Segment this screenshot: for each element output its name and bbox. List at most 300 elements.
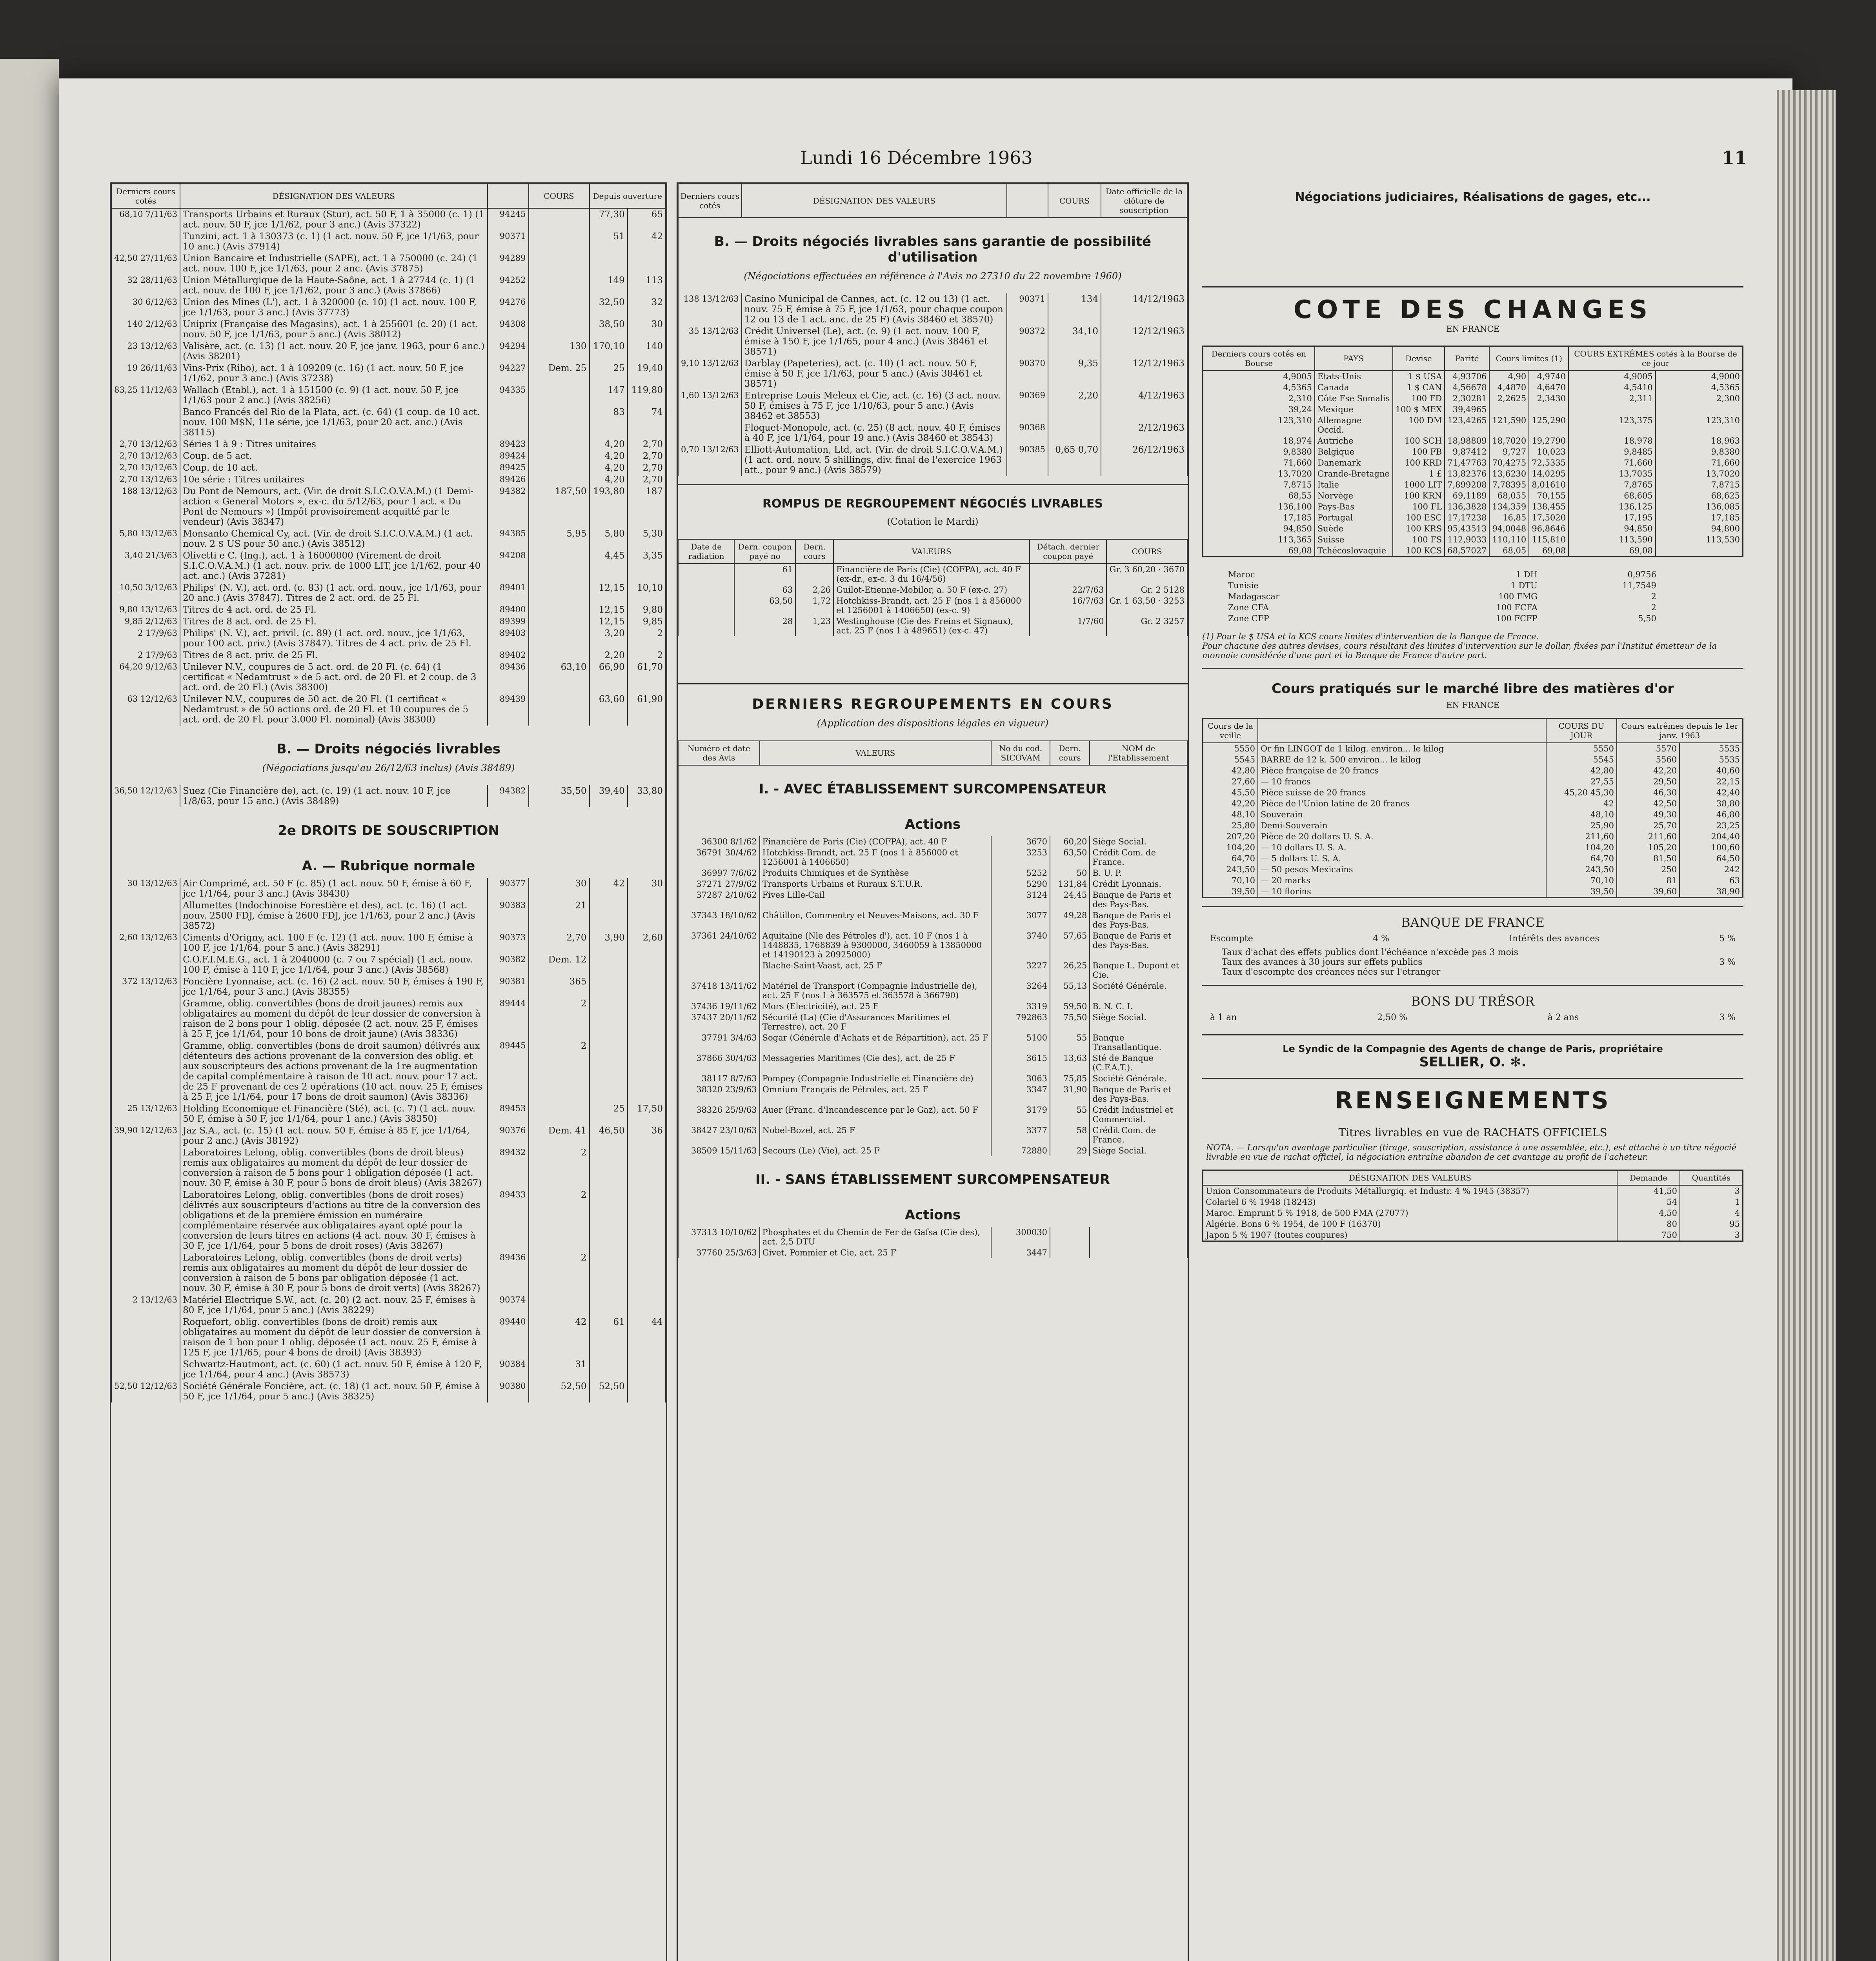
changes-lim2: 72,5335 (1529, 457, 1568, 468)
table-row (1203, 820, 1743, 831)
regroup-valeur: Givet, Pommier et Cie, act. 25 F (760, 1247, 991, 1258)
changes-parite: 4,56678 (1445, 382, 1489, 393)
row-date: 30 13/12/63 (111, 878, 180, 900)
row-cours: 2 (529, 998, 590, 1040)
regroup-avis: 37287 2/10/62 (678, 890, 760, 910)
row-ref: 94245 (488, 208, 529, 231)
row-designation: Coup. de 10 act. (180, 462, 487, 474)
table-row (1203, 787, 1743, 798)
table-row (1203, 523, 1743, 534)
changes-der: 13,7020 (1203, 468, 1315, 479)
or-label: — 10 dollars U. S. A. (1258, 842, 1546, 853)
or-jour: 45,20 45,30 (1546, 787, 1617, 798)
or-label: Souverain (1258, 809, 1546, 820)
row-designation: Gramme, oblig. convertibles (bons de droit saumon) délivrés aux détenteurs des actions provenant de la conversion des oblig. et aux souscripteurs des actions provenant de la 1re augmentation de capital complémentaire à raison de 10 act. nouv. pour 17 act. de 25 F provenant de ces 2 opérations (10 act. nouv. 25 F, émises à 25 F, jce 1/1/64, pour 17 bons de droit saumon) (Avis 38336) (180, 1040, 487, 1103)
row-ref: 89402 (488, 649, 529, 661)
row-ref: 90380 (488, 1381, 529, 1403)
list-item (1226, 613, 1659, 624)
row-date: 83,25 11/12/63 (111, 384, 180, 406)
row-ref: 90382 (488, 954, 529, 976)
col2-h-designation: DÉSIGNATION DES VALEURS (742, 184, 1007, 218)
regroup-code: 3077 (991, 910, 1050, 930)
section-b-sub: (Négociations jusqu'au 26/12/63 inclus) (Avis 38489) (111, 761, 666, 785)
row-plus-haut (590, 976, 628, 998)
row-cours (529, 616, 590, 628)
col2-h-ref (1007, 184, 1048, 218)
row-designation: Allumettes (Indochinoise Forestière et des), act. (c. 16) (1 act. nouv. 2500 FDJ, émise à 2600 FDJ, jce 1/1/63, pour 2 anc.) (Avis 38572) (180, 900, 487, 932)
row-date: 3,40 21/3/63 (111, 550, 180, 582)
row-designation: Valisère, act. (c. 13) (1 act. nouv. 20 F, jce janv. 1963, pour 6 anc.) (Avis 38201) (180, 340, 487, 362)
or-pb: 38,90 (1679, 886, 1743, 898)
table-row (678, 616, 1187, 636)
table-row (1203, 479, 1743, 490)
rompus-coupon: 61 (734, 564, 795, 584)
col1-h-depuis: Depuis ouverture (590, 184, 666, 208)
rompus-header: Date de radiation (678, 539, 734, 564)
row-plus-haut: 12,15 (590, 616, 628, 628)
changes-pays: Tchécoslovaquie (1315, 545, 1393, 557)
or-ph: 46,30 (1617, 787, 1679, 798)
table-row (1203, 446, 1743, 457)
changes-lim2: 10,023 (1529, 446, 1568, 457)
row-cours (529, 649, 590, 661)
changes-header: Derniers cours cotés en Bourse (1203, 346, 1315, 371)
row-plus-haut: 39,40 (590, 785, 628, 807)
table-row (111, 604, 666, 616)
row-plus-bas: 61,90 (628, 693, 666, 726)
regroup-code: 3063 (991, 1073, 1050, 1084)
row-designation: Floquet-Monopole, act. (c. 25) (8 act. nouv. 40 F, émises à 40 F, jce 1/1/64, pour 19 anc.) (Avis 38460 et 38543) (742, 422, 1007, 444)
rompus-cours: Gr. 3 60,20 · 3670 (1106, 564, 1187, 584)
changes-devise: 100 FB (1393, 446, 1445, 457)
regroup-code: 5252 (991, 868, 1050, 879)
regroup-cours: 24,45 (1050, 890, 1090, 910)
or-sub: EN FRANCE (1446, 700, 1499, 710)
row-designation: C.O.F.I.M.E.G., act. 1 à 2040000 (c. 7 ou 7 spécial) (1 act. nouv. 100 F, émise à 110 F, jce 1/1/64, pour 3 anc.) (Avis 38568) (180, 954, 487, 976)
regroup-valeur: Fives Lille-Cail (760, 890, 991, 910)
table-row (111, 785, 666, 807)
table-row (111, 406, 666, 438)
or-label: — 10 francs (1258, 776, 1546, 787)
regroup-header: Dern. cours (1050, 741, 1090, 765)
changes-devise: 1 $ USA (1393, 371, 1445, 382)
changes-lim1: 94,0048 (1489, 523, 1529, 534)
regroup-nom: Société Générale. (1090, 1073, 1187, 1084)
or-pb: 64,50 (1679, 853, 1743, 864)
table-row (111, 486, 666, 528)
row-date: 2 17/9/63 (111, 649, 180, 661)
regroup-cours: 13,63 (1050, 1053, 1090, 1073)
regroup-avis: 37343 18/10/62 (678, 910, 760, 930)
row-date (111, 1252, 180, 1294)
or-ph: 5560 (1617, 754, 1679, 765)
row-plus-haut (590, 253, 628, 275)
table-row (111, 628, 666, 649)
changes-der: 9,8380 (1203, 446, 1315, 457)
rens-avis: (38357) (1496, 1186, 1530, 1196)
row-designation: Jaz S.A., act. (c. 15) (1 act. nouv. 50 F, émise à 85 F, jce 1/1/64, pour 2 anc.) (Avis 38192) (180, 1125, 487, 1147)
or-veille: 5545 (1203, 754, 1258, 765)
row-cours: 9,35 (1048, 358, 1101, 390)
or-ph: 49,30 (1617, 809, 1679, 820)
row-plus-bas (628, 253, 666, 275)
row-plus-bas (628, 900, 666, 932)
or-pb: 204,40 (1679, 831, 1743, 842)
row-cours (529, 253, 590, 275)
rens-sub: Titres livrables en vue de RACHATS OFFICIELS (1338, 1126, 1607, 1139)
changes-pays: Suède (1315, 523, 1393, 534)
row-date: 2,70 13/12/63 (111, 462, 180, 474)
row-designation: Casino Municipal de Cannes, act. (c. 12 ou 13) (1 act. nouv. 75 F, émise à 75 F, jce 1/1/63, pour chaque coupon 12 ou 13 de 1 act. anc. de 25 F) (Avis 38460 et 38570) (742, 293, 1007, 326)
regroup-cours: 49,28 (1050, 910, 1090, 930)
rens-designation (1203, 1208, 1618, 1219)
changes-pays: Allemagne Occid. (1315, 415, 1393, 435)
changes-devise: 100 FS (1393, 534, 1445, 545)
col1-h-ref (488, 184, 529, 208)
changes-e2: 4,5365 (1656, 382, 1743, 393)
changes-der: 18,974 (1203, 435, 1315, 446)
changes-e2: 68,625 (1656, 490, 1743, 501)
regroup-valeur: Messageries Maritimes (Cie des), act. de 25 F (760, 1053, 991, 1073)
rens-h-demande: Demande (1617, 1170, 1680, 1186)
row-plus-haut (590, 1040, 628, 1103)
changes-lim1: 7,78395 (1489, 479, 1529, 490)
row-cours (529, 693, 590, 726)
changes-lim2: 19,2790 (1529, 435, 1568, 446)
changes-e2: 113,530 (1656, 534, 1743, 545)
rompus-cours_d (795, 564, 833, 584)
row-date: 2,70 13/12/63 (111, 450, 180, 462)
row-plus-haut: 77,30 (590, 208, 628, 231)
table-row (111, 1103, 666, 1125)
regroup-nom: Crédit Com. de France. (1090, 1125, 1187, 1145)
regroup-nom: Crédit Industriel et Commercial. (1090, 1104, 1187, 1125)
rompus-detach: 22/7/63 (1030, 584, 1106, 595)
row-cours (529, 604, 590, 616)
table-row (111, 438, 666, 450)
or-jour: 64,70 (1546, 853, 1617, 864)
table-row (111, 976, 666, 998)
row-ref: 89400 (488, 604, 529, 616)
row-date (678, 422, 742, 444)
row-designation: Union Métallurgique de la Haute-Saône, act. 1 à 27744 (c. 1) (1 act. nouv. de 100 F, jce 1/1/62, pour 3 anc.) (Avis 37866) (180, 275, 487, 297)
row-cours (529, 275, 590, 297)
rompus-coupon: 63 (734, 584, 795, 595)
row-plus-bas: 140 (628, 340, 666, 362)
row-ref: 90373 (488, 932, 529, 954)
or-veille: 243,50 (1203, 864, 1258, 875)
row-plus-haut (590, 1147, 628, 1189)
row-close-date: 12/12/1963 (1101, 358, 1187, 390)
row-ref: 89423 (488, 438, 529, 450)
regroup-header: NOM de l'Etablissement (1090, 741, 1187, 765)
row-cours: Dem. 12 (529, 954, 590, 976)
row-plus-bas: 2,60 (628, 932, 666, 954)
row-cours (1048, 422, 1101, 444)
changes-devise: 1 £ (1393, 468, 1445, 479)
rompus-coupon: 28 (734, 616, 795, 636)
changes-lim1: 2,2625 (1489, 393, 1529, 404)
row-plus-bas: 2,70 (628, 450, 666, 462)
page-date: Lundi 16 Décembre 1963 (800, 147, 1033, 168)
row-date (111, 1189, 180, 1252)
changes-e1: 94,850 (1568, 523, 1656, 534)
regroup-valeur: Sécurité (La) (Cie d'Assurances Maritimes et Terrestre), act. 20 F (760, 1012, 991, 1032)
table-row (678, 868, 1187, 879)
row-plus-haut: 25 (590, 1103, 628, 1125)
row-ref: 89444 (488, 998, 529, 1040)
table-row (1203, 853, 1743, 864)
changes-pays: Suisse (1315, 534, 1393, 545)
regroup-code: 300030 (991, 1227, 1050, 1247)
or-pb: 5535 (1679, 743, 1743, 754)
regroup-nom: Siège Social. (1090, 836, 1187, 847)
taux-1: Taux d'achat des effets publics dont l'échéance n'excède pas 3 mois (1222, 948, 1519, 957)
changes-e2: 71,660 (1656, 457, 1743, 468)
row-ref: 90376 (488, 1125, 529, 1147)
changes-e1: 17,195 (1568, 512, 1656, 523)
regroup-cours: 57,65 (1050, 930, 1090, 960)
rompus-valeur: Financière de Paris (Cie) (COFPA), act. 40 F (ex-dr., ex-c. 3 du 16/4/56) (833, 564, 1030, 584)
changes-pays: Mexique (1315, 404, 1393, 415)
changes-der: 17,185 (1203, 512, 1315, 523)
regroup-cours: 31,90 (1050, 1084, 1090, 1104)
row-plus-bas: 74 (628, 406, 666, 438)
row-plus-bas: 2,70 (628, 474, 666, 486)
row-designation: Monsanto Chemical Cy, act. (Vir. de droit S.I.C.O.V.A.M.) (1 act. nouv. 2 $ US pour 50 anc.) (Avis 38512) (180, 528, 487, 550)
table-row (678, 326, 1187, 358)
changes-e2: 13,7020 (1656, 468, 1743, 479)
row-cours: 2 (529, 1040, 590, 1103)
regroup-nom: Banque de Paris et des Pays-Bas. (1090, 890, 1187, 910)
changes-e1: 71,660 (1568, 457, 1656, 468)
changes-devise: 100 $ MEX (1393, 404, 1445, 415)
table-row (111, 1189, 666, 1252)
table-row (111, 384, 666, 406)
regroup-cours: 55,13 (1050, 980, 1090, 1001)
regroup-nom: Siège Social. (1090, 1012, 1187, 1032)
table-row (111, 253, 666, 275)
row-ref: 90374 (488, 1294, 529, 1316)
row-ref: 89425 (488, 462, 529, 474)
row-plus-bas: 61,70 (628, 661, 666, 693)
row-cours (529, 208, 590, 231)
regroup-code: 3347 (991, 1084, 1050, 1104)
rens-title: RENSEIGNEMENTS (1335, 1087, 1611, 1114)
row-date: 52,50 12/12/63 (111, 1381, 180, 1403)
changes-lim2: 115,810 (1529, 534, 1568, 545)
or-ph: 5570 (1617, 743, 1679, 754)
regroup-cours: 55 (1050, 1104, 1090, 1125)
table-row (678, 1001, 1187, 1012)
row-designation: Air Comprimé, act. 50 F (c. 85) (1 act. nouv. 50 F, émise à 60 F, jce 1/1/64, pour 3 anc.) (Avis 38430) (180, 878, 487, 900)
changes-parite: 13,82376 (1445, 468, 1489, 479)
regroup-nom: Crédit Com. de France. (1090, 847, 1187, 868)
row-plus-bas (628, 1040, 666, 1103)
regroup-avis: 37418 13/11/62 (678, 980, 760, 1001)
row-designation: Unilever N.V., coupures de 50 act. de 20 Fl. (1 certificat « Nedamtrust » de 50 actions ord. de 20 Fl. et 10 coupures de 5 act. ord. de 20 Fl. pour 3.000 Fl. nominal) (Avis 38300) (180, 693, 487, 726)
avances-value: 5 % (1719, 934, 1736, 944)
changes-e1 (1568, 404, 1656, 415)
table-row (1203, 404, 1743, 415)
regroup-nom: Banque de Paris et des Pays-Bas. (1090, 1084, 1187, 1104)
row-designation: Uniprix (Française des Magasins), act. 1 à 255601 (c. 20) (1 act. nouv. 50 F, jce 1/1/63, pour 5 anc.) (Avis 38012) (180, 318, 487, 340)
row-designation: Olivetti e C. (Ing.), act. 1 à 16000000 (Virement de droit S.I.C.O.V.A.M.) (1 act. nouv. priv. de 1000 LIT, jce 1/1/62, pour 40 act. anc.) (Avis 37281) (180, 550, 487, 582)
regroup-code: 3179 (991, 1104, 1050, 1125)
row-plus-bas (628, 1359, 666, 1381)
changes-der: 69,08 (1203, 545, 1315, 557)
col2-h-date: Date officielle de la clôture de souscription (1101, 184, 1187, 218)
or-veille: 48,10 (1203, 809, 1258, 820)
changes-devise: 100 DM (1393, 415, 1445, 435)
row-plus-haut (590, 1189, 628, 1252)
row-designation: Holding Economique et Financière (Sté), act. (c. 7) (1 act. nouv. 50 F, émise à 50 F, jce 1/1/64, pour 1 anc.) (Avis 38350) (180, 1103, 487, 1125)
regroup-cours: 29 (1050, 1145, 1090, 1156)
or-pb: 40,60 (1679, 765, 1743, 776)
regroup-valeur: Produits Chimiques et de Synthèse (760, 868, 991, 879)
row-designation: Tunzini, act. 1 à 130373 (c. 1) (1 act. nouv. 50 F, jce 1/1/63, pour 10 anc.) (Avis 37914) (180, 231, 487, 253)
row-date: 140 2/12/63 (111, 318, 180, 340)
regroup-nom: Sté de Banque (C.F.A.T.). (1090, 1053, 1187, 1073)
row-plus-haut: 3,90 (590, 932, 628, 954)
other-pays: Tunisie (1228, 581, 1259, 590)
or-pb: 5535 (1679, 754, 1743, 765)
row-cours: 21 (529, 900, 590, 932)
or-jour: 42,80 (1546, 765, 1617, 776)
changes-der: 68,55 (1203, 490, 1315, 501)
col2-section-b-sub: (Négociations effectuées en référence à l'Avis no 27310 du 22 novembre 1960) (678, 269, 1187, 293)
regroup-code: 792863 (991, 1012, 1050, 1032)
changes-lim2: 125,290 (1529, 415, 1568, 435)
rens-table (1202, 1170, 1743, 1242)
row-designation: Gramme, oblig. convertibles (bons de droit jaunes) remis aux obligataires au moment du dépôt de leur dossier de conversion à raison de 2 bons pour 1 oblig. déposée (2 act. nouv. 25 F, émises à 25 F, jce 1/1/64, pour 10 bons de droit jaune) (Avis 38336) (180, 998, 487, 1040)
changes-lim1: 13,6230 (1489, 468, 1529, 479)
row-plus-bas: 2 (628, 628, 666, 649)
row-designation: Séries 1 à 9 : Titres unitaires (180, 438, 487, 450)
changes-der: 4,9005 (1203, 371, 1315, 382)
or-jour: 25,90 (1546, 820, 1617, 831)
regroup-valeur: Aquitaine (Nle des Pétroles d'), act. 10 F (nos 1 à 1448835, 1768839 à 9300000, 3460059 à 13850000 et 14190123 à 20925000) (760, 930, 991, 960)
row-cours (529, 474, 590, 486)
regroup-nom: Banque Transatlantique. (1090, 1032, 1187, 1053)
changes-e1: 4,5410 (1568, 382, 1656, 393)
table-row (678, 564, 1187, 584)
changes-lim2: 17,5020 (1529, 512, 1568, 523)
changes-e1: 4,9005 (1568, 371, 1656, 382)
col2-section-b-title: B. — Droits négociés livrables sans garantie de possibilité d'utilisation (678, 218, 1187, 269)
other-pays: Maroc (1228, 570, 1255, 579)
row-plus-haut: 4,45 (590, 550, 628, 582)
table-row (1203, 501, 1743, 512)
changes-parite: 95,43513 (1445, 523, 1489, 534)
or-ph: 211,60 (1617, 831, 1679, 842)
table-row (1203, 754, 1743, 765)
row-date (111, 1359, 180, 1381)
other-pays: Zone CFP (1228, 614, 1269, 623)
row-ref: 89436 (488, 661, 529, 693)
rens-demande: 4,50 (1617, 1208, 1680, 1219)
other-val: 2 (1651, 592, 1656, 601)
table-row (678, 1227, 1187, 1247)
tresor-1an-label: à 1 an (1210, 1013, 1237, 1022)
row-designation: Union des Mines (L'), act. 1 à 320000 (c. 10) (1 act. nouv. 100 F, jce 1/1/63, pour 3 anc.) (Avis 37773) (180, 297, 487, 318)
row-cours: 30 (529, 878, 590, 900)
table-row (111, 661, 666, 693)
regroup-avis: 37760 25/3/63 (678, 1247, 760, 1258)
or-label: Pièce française de 20 francs (1258, 765, 1546, 776)
regroup-valeur: Financière de Paris (Cie) (COFPA), act. 40 F (760, 836, 991, 847)
row-designation: Du Pont de Nemours, act. (Vir. de droit S.I.C.O.V.A.M.) (1 Demi-action « General Motors », ex-c. du 5/12/63, pour 1 act. « Du Pont de Nemours ») (Impôt provisoirement acquitté par le vendeur) (Avis 38347) (180, 486, 487, 528)
row-designation: Coup. de 5 act. (180, 450, 487, 462)
table-row (111, 450, 666, 462)
row-designation: Société Générale Foncière, act. (c. 18) (1 act. nouv. 50 F, émise à 50 F, jce 1/1/64, pour 5 anc.) (Avis 38325) (180, 1381, 487, 1403)
table-row (111, 474, 666, 486)
regroup-nom: Banque L. Dupont et Cie. (1090, 960, 1187, 980)
table-row (1203, 831, 1743, 842)
or-veille: 25,80 (1203, 820, 1258, 831)
negociations-title: Négociations judiciaires, Réalisations de gages, etc... (1295, 190, 1651, 204)
row-ref: 89445 (488, 1040, 529, 1103)
row-ref: 89433 (488, 1189, 529, 1252)
changes-parite: 7,899208 (1445, 479, 1489, 490)
row-plus-haut: 170,10 (590, 340, 628, 362)
row-date: 23 13/12/63 (111, 340, 180, 362)
other-pays: Zone CFA (1228, 603, 1269, 612)
row-ref: 89453 (488, 1103, 529, 1125)
changes-lim1: 18,7020 (1489, 435, 1529, 446)
row-designation: Darblay (Papeteries), act. (c. 10) (1 act. nouv. 50 F, émise à 50 F, jce 1/1/63, pour 5 anc.) (Avis 38461 et 38571) (742, 358, 1007, 390)
table-row (111, 550, 666, 582)
page-edges (1777, 90, 1836, 1961)
table-row (111, 528, 666, 550)
regroup-cours: 58 (1050, 1125, 1090, 1145)
table-row (678, 1145, 1187, 1156)
row-ref: 94308 (488, 318, 529, 340)
row-date: 36,50 12/12/63 (111, 785, 180, 807)
or-label: — 5 dollars U. S. A. (1258, 853, 1546, 864)
or-ph: 39,60 (1617, 886, 1679, 898)
regroup-cours: 26,25 (1050, 960, 1090, 980)
changes-lim2: 138,455 (1529, 501, 1568, 512)
changes-lim1: 68,05 (1489, 545, 1529, 557)
regroup-cours: 131,84 (1050, 879, 1090, 890)
regroup-nom (1090, 1227, 1187, 1247)
table-row (1203, 798, 1743, 809)
regroup-valeur: Omnium Français de Pétroles, act. 25 F (760, 1084, 991, 1104)
rompus-valeur: Westinghouse (Cie des Freins et Signaux), act. 25 F (nos 1 à 489651) (ex-c. 47) (833, 616, 1030, 636)
row-plus-haut: 147 (590, 384, 628, 406)
changes-pays: Côte Fse Somalis (1315, 393, 1393, 404)
row-cours: 365 (529, 976, 590, 998)
tresor-2ans-label: à 2 ans (1547, 1013, 1579, 1022)
table-row (1203, 545, 1743, 557)
regroup-avis: 38117 8/7/63 (678, 1073, 760, 1084)
changes-sub: EN FRANCE (1446, 324, 1499, 334)
row-plus-haut: 193,80 (590, 486, 628, 528)
table-row (111, 582, 666, 604)
row-ref: 94289 (488, 253, 529, 275)
regroup-valeur: Châtillon, Commentry et Neuves-Maisons, act. 30 F (760, 910, 991, 930)
row-date (111, 998, 180, 1040)
row-ref (488, 406, 529, 438)
rompus-cours_d: 2,26 (795, 584, 833, 595)
row-plus-bas: 3,35 (628, 550, 666, 582)
or-label: Pièce de l'Union latine de 20 francs (1258, 798, 1546, 809)
row-cours (529, 628, 590, 649)
changes-der: 2,310 (1203, 393, 1315, 404)
table-row (1203, 512, 1743, 523)
table-row (678, 1032, 1187, 1053)
